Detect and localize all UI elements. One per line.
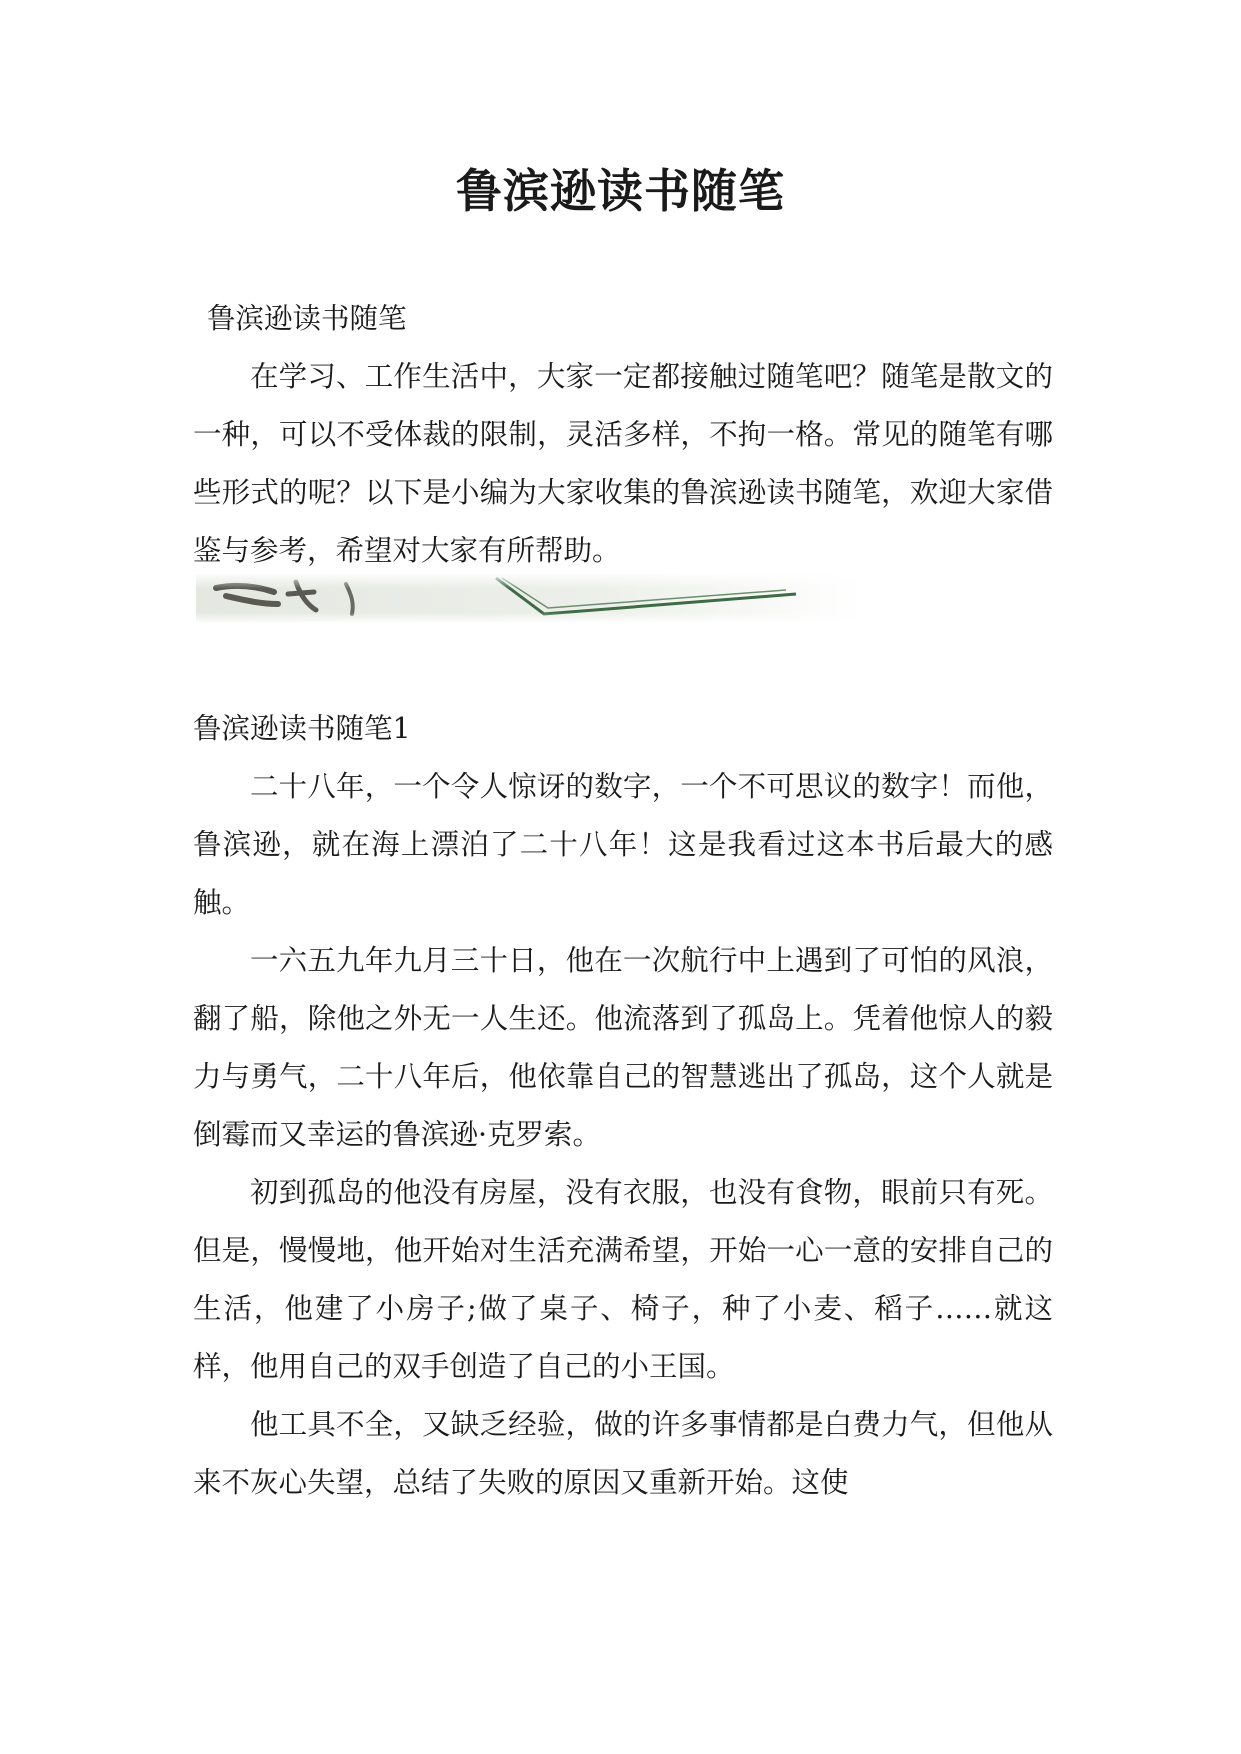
section-1-paragraph-2: 一六五九年九月三十日，他在一次航行中上遇到了可怕的风浪，翻了船，除他之外无一人生还。他流落到了孤岛上。凭着他惊人的毅力与勇气，二十八年后，他依靠自己的智慧逃出了孤岛，这个人就是倒霉而又幸运的鲁滨逊·克罗索。 — [193, 944, 1053, 1151]
section-1-paragraph-4: 他工具不全，又缺乏经验，做的许多事情都是白费力气，但他从来不灰心失望，总结了失败的原因又重新开始。这使 — [193, 1408, 1053, 1499]
essay-section-1 — [193, 700, 1053, 1512]
intro-section — [193, 290, 1053, 580]
section-1-paragraph-1: 二十八年，一个令人惊讶的数字，一个不可思议的数字！而他，鲁滨逊，就在海上漂泊了二十八年！这是我看过这本书后最大的感触。 — [193, 770, 1053, 919]
book-cover-banner-image — [196, 574, 936, 622]
section-1-subhead: 鲁滨逊读书随笔1 — [193, 712, 411, 745]
page-title: 鲁滨逊读书随笔 — [456, 164, 785, 218]
section-1-paragraph-3: 初到孤岛的他没有房屋，没有衣服，也没有食物，眼前只有死。但是，慢慢地，他开始对生活充满希望，开始一心一意的安排自己的生活，他建了小房子;做了桌子、椅子，种了小麦、稻子……就这样，他用自己的双手创造了自己的小王国。 — [193, 1176, 1053, 1383]
intro-paragraph: 在学习、工作生活中，大家一定都接触过随笔吧？随笔是散文的一种，可以不受体裁的限制，灵活多样，不拘一格。常见的随笔有哪些形式的呢？以下是小编为大家收集的鲁滨逊读书随笔，欢迎大家借鉴与参考，希望对大家有所帮助。 — [193, 360, 1053, 567]
intro-subhead: 鲁滨逊读书随笔 — [207, 302, 407, 335]
